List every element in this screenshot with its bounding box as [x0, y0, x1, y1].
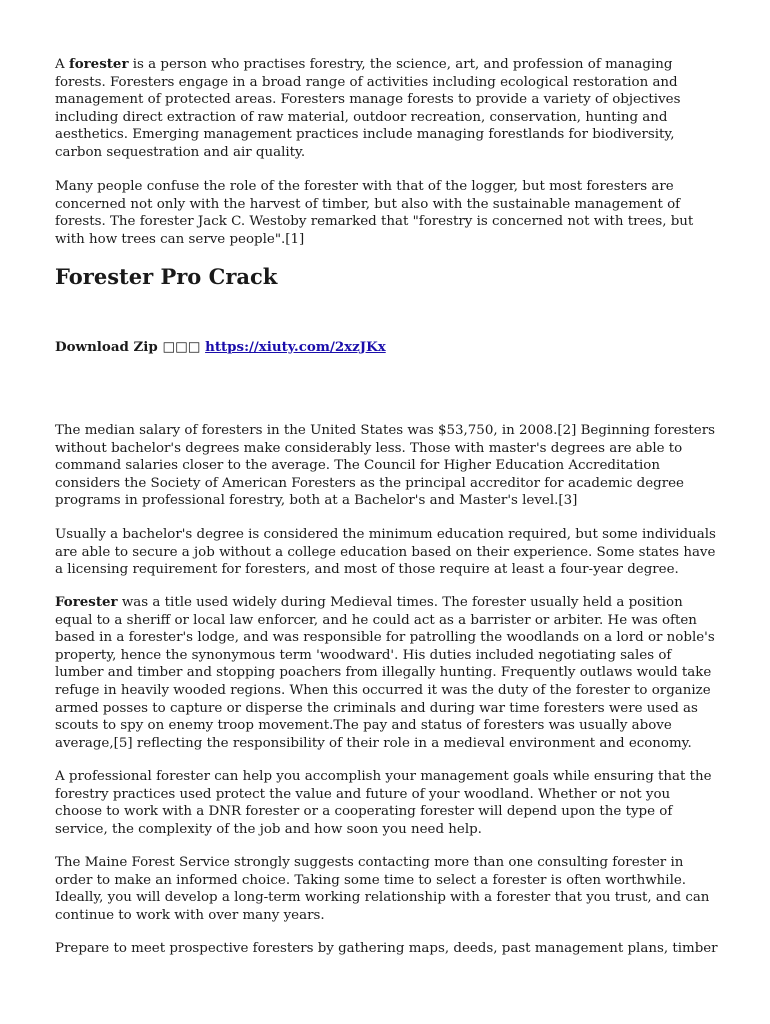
prepare-paragraph: Prepare to meet prospective foresters by gathering maps, deeds, past management plans, timber [55, 941, 718, 956]
intro-paragraph-2: Many people confuse the role of the forester with that of the logger, but most foresters are concerned not only with the harvest of timber, but also with the sustainable management of forests. The forester Jack C. Westoby remarked that "forestry is concerned not with trees, but with how trees can serve people".[1] [55, 179, 694, 247]
professional-forester-paragraph: A professional forester can help you accomplish your management goals while ensuring that the forestry practices used protect the value and future of your woodland. Whether or not you choose to work with a DNR forester or a cooperating forester will depend upon the type of service, the complexity of the job and how soon you need help. [55, 769, 712, 837]
maine-forest-service-paragraph: The Maine Forest Service strongly suggests contacting more than one consulting forester in order to make an informed choice. Taking some time to select a forester is often worthwhile. Ideally, you will develop a long-term working relationship with a forester that you trust, and can continue to work with over many years. [55, 855, 710, 923]
page-title: Forester Pro Crack [55, 264, 278, 289]
download-link[interactable]: https://xiuty.com/2xzJKx [205, 339, 386, 355]
medieval-bold-term: Forester [55, 594, 118, 610]
download-arrow-glyphs: □□□ [162, 339, 201, 355]
intro-paragraph-1 [55, 56, 721, 162]
medieval-paragraph [55, 594, 721, 752]
intro-p1-prefix: A [55, 57, 69, 72]
medieval-paragraph-text: was a title used widely during Medieval times. The forester usually held a position equal to a sheriff or local law enforcer, and he could act as a barrister or arbiter. He was often based in a forester's lodge, and was responsible for patrolling the woodlands on a lord or noble's property, hence the synonymous term 'woodward'. His duties included negotiating sales of lumber and timber and stopping poachers from illegally hunting. Frequently outlaws would take refuge in heavily wooded regions. When this occurred it was the duty of the forester to organize armed posses to capture or disperse the criminals and during war time foresters were used as scouts to spy on enemy troop movement.The pay and status of foresters was usually above average,[5] reflecting the responsibility of their role in a medieval environment and economy. [55, 595, 715, 751]
salary-paragraph: The median salary of foresters in the United States was $53,750, in 2008.[2] Beginning foresters without bachelor's degrees make considerably less. Those with master's degrees are able to command salaries closer to the average. The Council for Higher Education Accreditation considers the Society of American Foresters as the principal accreditor for academic degree programs in professional forestry, both at a Bachelor's and Master's level.[3] [55, 423, 715, 509]
intro-p1-bold-term: forester [68, 56, 129, 72]
intro-p1-text: is a person who practises forestry, the science, art, and profession of managing forests. Foresters engage in a broad range of activities including ecological restoration and management of protected areas. Foresters manage forests to provide a variety of objectives including direct extraction of raw material, outdoor recreation, conservation, hunting and aesthetics. Emerging management practices include managing forestlands for biodiversity, carbon sequestration and air quality. [55, 57, 681, 160]
download-label: Download Zip [55, 339, 158, 355]
download-line [55, 339, 386, 357]
education-paragraph: Usually a bachelor's degree is considered the minimum education required, but some individuals are able to secure a job without a college education based on their experience. Some states have a licensing requirement for foresters, and most of those require at least a four-year degree. [55, 527, 716, 578]
